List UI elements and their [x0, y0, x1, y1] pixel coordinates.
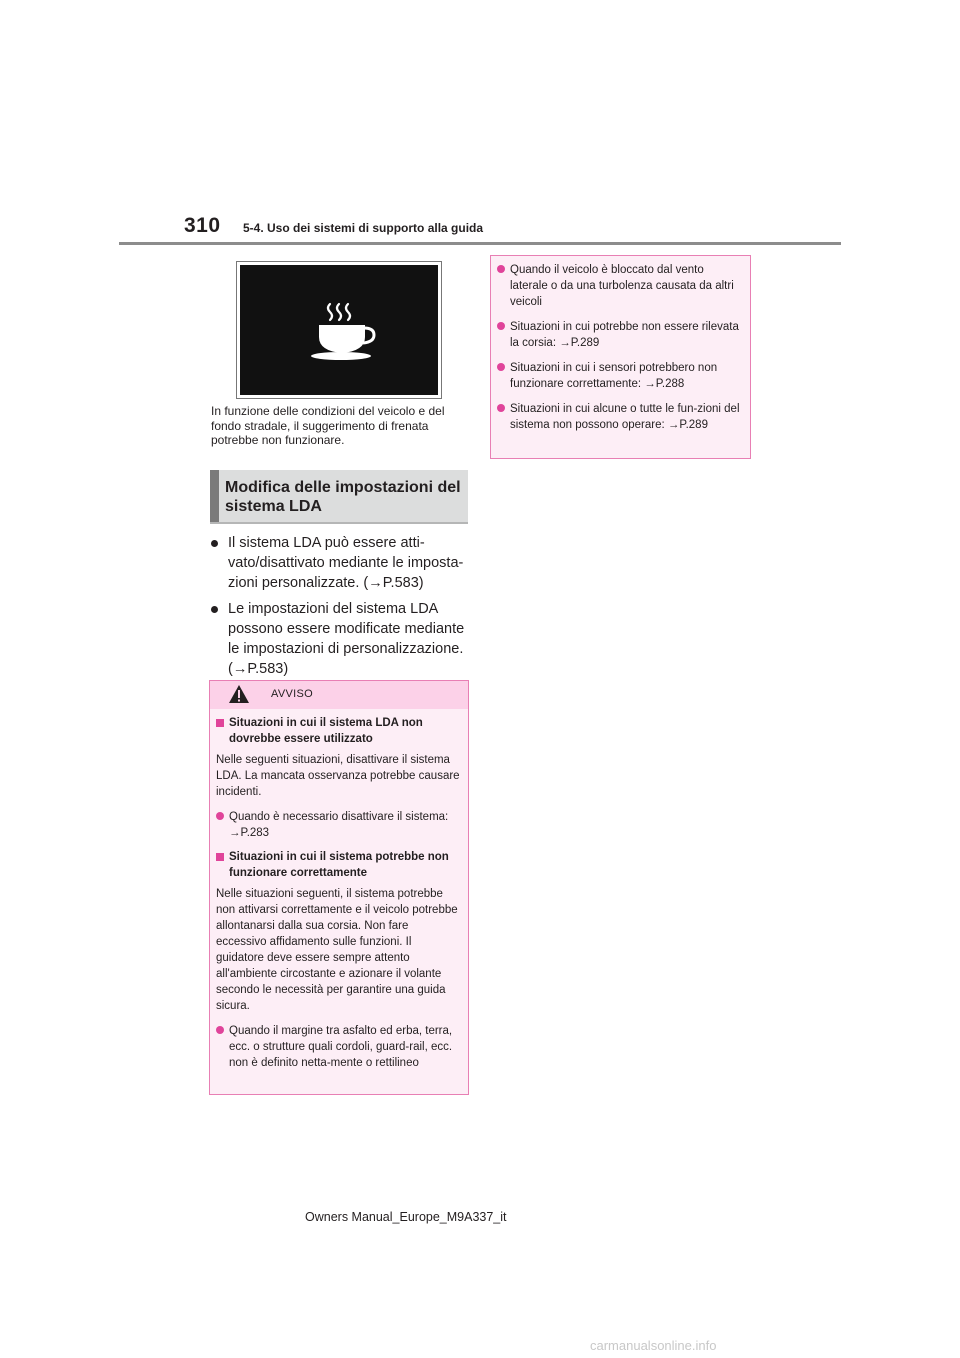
section-title: 5-4. Uso dei sistemi di supporto alla guida — [243, 221, 484, 235]
list-item — [211, 599, 469, 679]
warning-paragraph: Nelle seguenti situazioni, disattivare il sistema LDA. La mancata osservanza potrebbe causare incidenti. — [216, 754, 460, 798]
warning-subheading — [216, 716, 462, 747]
bullet-dot-icon — [216, 1026, 224, 1034]
settings-bullet-list — [211, 533, 469, 685]
display-screen — [240, 265, 438, 395]
section-heading-text: Modifica delle impostazioni del sistema LDA — [225, 479, 461, 515]
page-number: 310 — [184, 214, 221, 237]
bullet-dot-icon — [497, 404, 505, 412]
list-item — [211, 533, 469, 593]
list-item-text: Quando è necessario disattivare il sistema: →P.283 — [229, 811, 449, 839]
list-item-text: Il sistema LDA può essere atti-vato/disattivato mediante le imposta-zioni personalizzate. (→P.583) — [228, 535, 464, 591]
list-item — [497, 262, 744, 310]
warning-body — [210, 709, 468, 1094]
warning-triangle-icon — [228, 684, 250, 704]
warning-subheading — [216, 850, 462, 881]
watermark: carmanualsonline.info — [590, 1338, 717, 1353]
list-item — [497, 360, 744, 392]
bullet-dot-icon — [497, 322, 505, 330]
list-item-text: Le impostazioni del sistema LDA possono essere modificate mediante le impostazioni di personalizzazione. (→P.583) — [228, 601, 465, 677]
list-item-text: Quando il veicolo è bloccato dal vento laterale o da una turbolenza causata da altri veicoli — [510, 264, 734, 308]
multi-information-display — [236, 261, 442, 399]
list-item — [216, 809, 462, 841]
bullet-dot-icon — [211, 540, 218, 547]
warning-header — [210, 681, 468, 709]
display-caption: In funzione delle condizioni del veicolo e del fondo stradale, il suggerimento di frenata potrebbe non funzionare. — [211, 404, 445, 447]
header-rule — [119, 242, 841, 245]
square-bullet-icon — [216, 719, 224, 727]
list-item — [216, 1023, 462, 1071]
warning-continuation-box — [490, 255, 751, 459]
list-item — [497, 319, 744, 351]
list-item-text: Situazioni in cui potrebbe non essere rilevata la corsia: →P.289 — [510, 321, 739, 349]
bullet-dot-icon — [211, 606, 218, 613]
warning-box — [209, 680, 469, 1095]
warning-subheading-text: Situazioni in cui il sistema LDA non dovrebbe essere utilizzato — [229, 717, 423, 745]
square-bullet-icon — [216, 853, 224, 861]
heading-accent-bar — [210, 470, 219, 522]
list-item-text: Quando il margine tra asfalto ed erba, terra, ecc. o strutture quali cordoli, guard-rail, ecc. non è definito netta-mente o rettilineo — [229, 1025, 453, 1069]
list-item-text: Situazioni in cui alcune o tutte le fun-zioni del sistema non possono operare: →P.289 — [510, 403, 740, 431]
warning-title: AVVISO — [271, 688, 313, 700]
footer-text: Owners Manual_Europe_M9A337_it — [305, 1210, 507, 1224]
bullet-dot-icon — [497, 265, 505, 273]
coffee-cup-icon — [240, 265, 438, 395]
list-item-text: Situazioni in cui i sensori potrebbero non funzionare correttamente: →P.288 — [510, 362, 718, 390]
section-heading — [210, 470, 468, 524]
bullet-dot-icon — [497, 363, 505, 371]
bullet-dot-icon — [216, 812, 224, 820]
warning-subheading-text: Situazioni in cui il sistema potrebbe non funzionare correttamente — [229, 851, 449, 879]
warning-paragraph: Nelle situazioni seguenti, il sistema potrebbe non attivarsi correttamente e il veicolo potrebbe allontanarsi dalla sua corsia. Non fare eccessivo affidamento sulle funzioni. Il guidatore deve essere sempre attento all'ambiente circostante e azionare il volante secondo le necessità per garantire una guida sicura. — [216, 888, 458, 1012]
list-item — [497, 401, 744, 433]
